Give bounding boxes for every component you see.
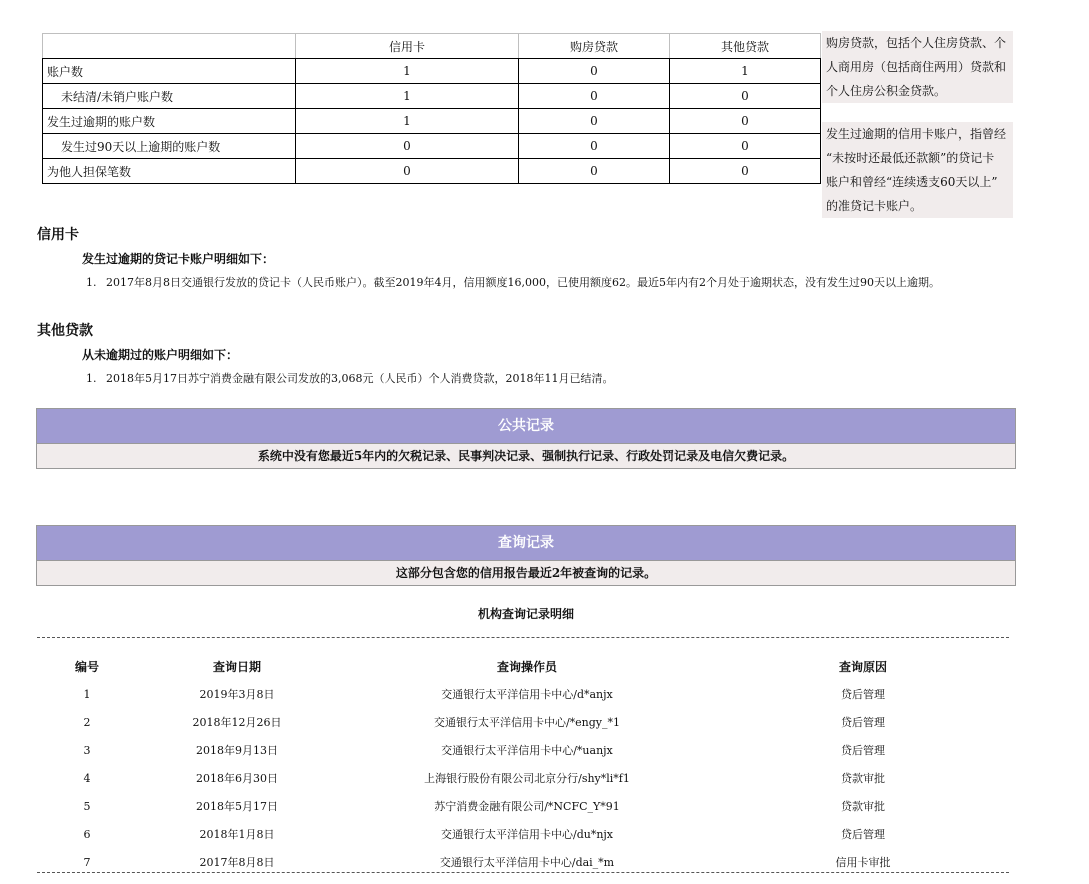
note-line: 账户和曾经“连续透支60天以上” [826,175,998,189]
summary-cell: 0 [296,134,519,159]
note-line: “未按时还最低还款额”的贷记卡 [826,151,995,165]
query-number: 5 [83,799,91,813]
query-col-number: 编号 [74,659,99,674]
account-summary-table [42,33,821,184]
summary-cell: 0 [519,159,670,184]
query-reason: 贷款审批 [841,800,885,813]
summary-row-label: 未结清/未销户账户数 [43,84,296,109]
item-number: 1. [86,372,97,385]
query-reason: 信用卡审批 [835,856,891,869]
query-operator: 上海银行股份有限公司北京分行/shy*li*f1 [424,772,630,785]
query-records-box [36,525,1016,586]
query-number: 6 [83,827,91,841]
summary-header-credit-card: 信用卡 [296,34,519,59]
public-records-box [36,408,1016,469]
summary-cell: 1 [296,109,519,134]
summary-cell: 0 [519,59,670,84]
summary-cell: 1 [296,59,519,84]
summary-row [43,59,821,84]
summary-cell: 1 [296,84,519,109]
query-operator: 交通银行太平洋信用卡中心/du*njx [440,828,614,841]
query-date: 2019年3月8日 [199,688,275,701]
summary-cell: 0 [519,84,670,109]
summary-header-other-loans: 其他贷款 [670,34,821,59]
query-col-operator: 查询操作员 [496,659,557,674]
note-line: 购房贷款，包括个人住房贷款、个 [826,36,1007,50]
summary-row [43,84,821,109]
query-operator: 交通银行太平洋信用卡中心/d*anjx [441,688,613,701]
query-number: 4 [83,771,91,785]
summary-row-label: 为他人担保笔数 [43,159,296,184]
query-reason: 贷后管理 [841,716,885,729]
query-operator: 交通银行太平洋信用卡中心/*engy_*1 [433,716,621,729]
query-date: 2018年1月8日 [199,828,275,841]
summary-row-label: 发生过逾期的账户数 [43,109,296,134]
note-line: 个人住房公积金贷款。 [826,84,947,98]
credit-card-subtitle: 发生过逾期的贷记卡账户明细如下： [82,252,275,266]
item-text: 2018年5月17日苏宁消费金融有限公司发放的3,068元（人民币）个人消费贷款，2018年11月已结清。 [106,372,614,385]
other-loans-subtitle: 从未逾期过的账户明细如下： [82,348,239,362]
summary-cell: 0 [296,159,519,184]
query-records-table [37,652,1009,876]
item-text: 2017年8月8日交通银行发放的贷记卡（人民币账户）。截至2019年4月，信用额度16,000，已使用额度62。最近5年内有2个月处于逾期状态，没有发生过90天以上逾期。 [106,276,940,289]
query-date: 2018年9月13日 [196,744,278,757]
table-row [37,792,1009,820]
table-row [37,680,1009,708]
summary-row-label: 发生过90天以上逾期的账户数 [43,134,296,159]
query-reason: 贷后管理 [841,688,885,701]
query-number: 3 [83,743,91,757]
note-line: 的准贷记卡账户。 [826,199,923,213]
query-detail-title: 机构查询记录明细 [477,607,574,621]
query-operator: 交通银行太平洋信用卡中心/*uanjx [441,744,613,757]
query-col-reason: 查询原因 [838,659,887,674]
public-records-header: 公共记录 [37,409,1015,444]
summary-header-row [43,34,821,59]
summary-row [43,134,821,159]
public-records-body: 系统中没有您最近5年内的欠税记录、民事判决记录、强制执行记录、行政处罚记录及电信欠费记录。 [37,444,1015,468]
credit-card-section-title: 信用卡 [37,227,79,243]
query-number: 7 [83,855,91,869]
note-line: 人商用房（包括商住两用）贷款和 [826,60,1007,74]
query-reason: 贷后管理 [841,744,885,757]
other-loans-section-title: 其他贷款 [37,323,93,339]
summary-cell: 0 [519,134,670,159]
query-header-row [37,652,1009,680]
credit-card-detail-item [86,274,940,290]
summary-row [43,109,821,134]
query-reason: 贷款审批 [841,772,885,785]
query-number: 1 [83,687,91,701]
query-date: 2018年6月30日 [196,772,278,785]
summary-header-blank [43,34,296,59]
query-date: 2017年8月8日 [199,856,275,869]
overdue-definition-note [822,122,1013,218]
note-line: 发生过逾期的信用卡账户，指曾经 [826,127,1007,141]
summary-cell: 1 [670,59,821,84]
table-row [37,708,1009,736]
summary-header-mortgage: 购房贷款 [519,34,670,59]
summary-row-label: 账户数 [43,59,296,84]
query-operator: 交通银行太平洋信用卡中心/dai_*m [439,856,615,869]
table-row [37,736,1009,764]
other-loans-detail-item [86,370,613,386]
query-operator: 苏宁消费金融有限公司/*NCFC_Y*91 [434,800,620,813]
item-number: 1. [86,276,97,289]
query-col-date: 查询日期 [212,659,261,674]
query-records-body: 这部分包含您的信用报告最近2年被查询的记录。 [37,561,1015,585]
table-row [37,820,1009,848]
query-date: 2018年12月26日 [192,716,282,729]
dashed-divider-top [37,637,1009,638]
query-reason: 贷后管理 [841,828,885,841]
summary-cell: 0 [670,84,821,109]
query-records-header: 查询记录 [37,526,1015,561]
summary-cell: 0 [670,159,821,184]
query-number: 2 [83,715,91,729]
summary-cell: 0 [519,109,670,134]
summary-row [43,159,821,184]
dashed-divider-bottom [37,872,1009,873]
mortgage-definition-note [822,31,1013,103]
query-date: 2018年5月17日 [196,800,278,813]
table-row [37,764,1009,792]
summary-cell: 0 [670,134,821,159]
summary-cell: 0 [670,109,821,134]
